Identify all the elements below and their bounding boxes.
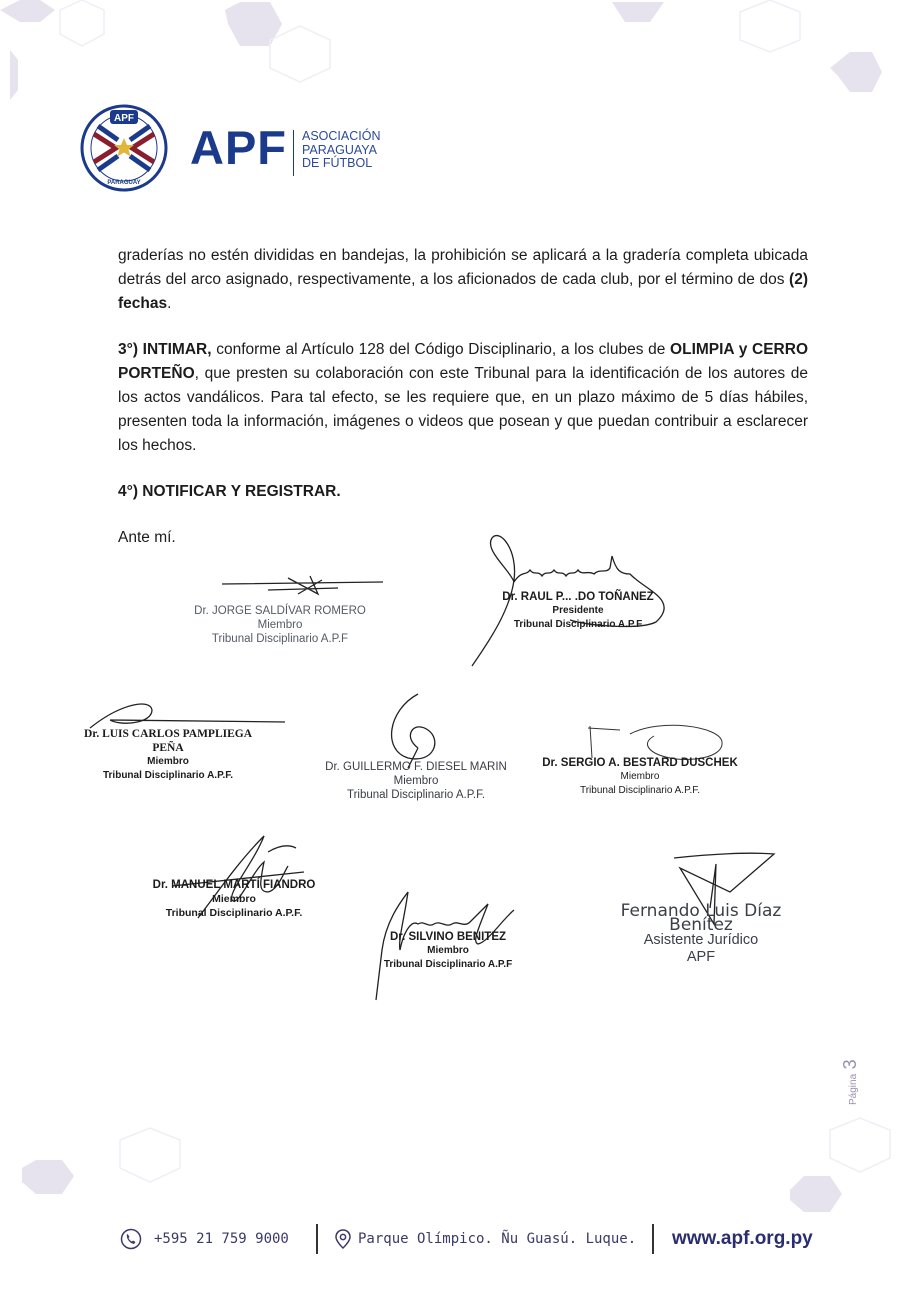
phone-icon bbox=[120, 1228, 142, 1250]
signer-org: Tribunal Disciplinario A.P.F. bbox=[102, 770, 234, 781]
signer-org: Tribunal Disciplinario A.P.F. bbox=[579, 785, 701, 796]
brand-divider bbox=[293, 130, 294, 176]
footer-divider bbox=[316, 1224, 318, 1254]
footer-website-link[interactable]: www.apf.org.py bbox=[672, 1228, 813, 1249]
paragraph-notificar: 4°) NOTIFICAR Y REGISTRAR. bbox=[118, 483, 341, 500]
signer-org: APF bbox=[686, 949, 716, 965]
signer-role: Miembro bbox=[147, 756, 189, 767]
org-name bbox=[302, 130, 381, 171]
org-name-line: ASOCIACIÓN bbox=[302, 129, 381, 143]
signer-name: Dr. LUIS CARLOS PAMPLIEGA PEÑA bbox=[83, 728, 253, 754]
signer-org: Tribunal Disciplinario A.P.F. bbox=[346, 789, 486, 801]
signature-block-diesel bbox=[316, 760, 516, 802]
org-name-line: PARAGUAYA bbox=[302, 142, 378, 157]
signer-name: Dr. SERGIO A. BESTARD DUSCHEK bbox=[542, 757, 738, 769]
signature-block-diaz bbox=[596, 901, 806, 966]
signer-org: Tribunal Disciplinario A.P.F. bbox=[165, 907, 303, 919]
footer-phone: +595 21 759 9000 bbox=[154, 1231, 289, 1247]
signer-name: Dr. SILVINO BENITEZ bbox=[389, 931, 507, 943]
brand-wordmark: APF bbox=[190, 121, 287, 174]
footer-divider bbox=[652, 1224, 654, 1254]
footer-address: Parque Olímpico. Ñu Guasú. Luque. bbox=[358, 1231, 637, 1247]
footer-contact bbox=[120, 1220, 840, 1260]
signer-name: Dr. RAUL P... .DO TOÑANEZ bbox=[502, 591, 654, 603]
signer-name: Fernando Luis Díaz Benítez bbox=[620, 901, 782, 935]
signer-role: Asistente Jurídico bbox=[643, 932, 759, 948]
emblem-country: PARAGUAY bbox=[107, 180, 141, 186]
signature-block-tonanez bbox=[478, 590, 678, 632]
signer-name: Dr. MANUEL MARTÍ FIANDRO bbox=[152, 879, 316, 891]
apf-emblem-icon bbox=[80, 104, 168, 192]
ante-mi: Ante mí. bbox=[118, 529, 176, 546]
emblem-abbrev: APF bbox=[114, 113, 134, 124]
signature-block-pampliega bbox=[68, 727, 268, 783]
location-pin-icon bbox=[332, 1228, 354, 1250]
resolution-body bbox=[118, 244, 808, 572]
page-label: Página bbox=[848, 1073, 859, 1105]
signer-name: Dr. JORGE SALDÍVAR ROMERO bbox=[194, 605, 366, 617]
org-name-line: DE FÚTBOL bbox=[302, 156, 373, 170]
signer-role: Miembro bbox=[393, 775, 439, 787]
signer-org: Tribunal Disciplinario A.P.F bbox=[383, 959, 513, 970]
page-number bbox=[840, 1059, 861, 1105]
apf-header-logo bbox=[80, 104, 400, 194]
page-number-value: 3 bbox=[840, 1059, 860, 1070]
signer-role: Miembro bbox=[212, 893, 256, 905]
paragraph-prohibition: graderías no estén divididas en bandejas, la prohibición se aplicará a la gradería completa ubicada detrás del arco asignado, respectivamente, a los aficionados de cada club, por el término de dos (2) fechas. bbox=[118, 247, 808, 312]
signature-block-bestard bbox=[540, 756, 740, 798]
paragraph-intimar: 3°) INTIMAR, conforme al Artículo 128 del Código Disciplinario, a los clubes de OLIMPIA y CERRO PORTEÑO, que presten su colaboración con este Tribunal para la identificación de los autores de los actos vandálicos. Para tal efecto, se les requiere que, en un plazo máximo de 5 días hábiles, presenten toda la información, imágenes o videos que posean y que puedan contribuir a esclarecer los hechos. bbox=[118, 341, 809, 454]
signer-name: Dr. GUILLERMO F. DIESEL MARIN bbox=[325, 761, 507, 773]
signature-block-marti bbox=[134, 878, 334, 920]
signature-saldivar bbox=[218, 572, 388, 602]
signature-block-benitez bbox=[348, 930, 548, 972]
signer-role: Miembro bbox=[427, 945, 469, 956]
signer-org: Tribunal Disciplinario A.P.F bbox=[211, 633, 349, 645]
signer-org: Tribunal Disciplinario A.P.F bbox=[513, 619, 643, 630]
signer-role: Miembro bbox=[620, 771, 660, 782]
signer-role: Presidente bbox=[552, 605, 604, 616]
signature-diesel bbox=[378, 690, 478, 770]
signature-block-saldivar bbox=[180, 604, 380, 646]
signer-role: Miembro bbox=[257, 619, 303, 631]
